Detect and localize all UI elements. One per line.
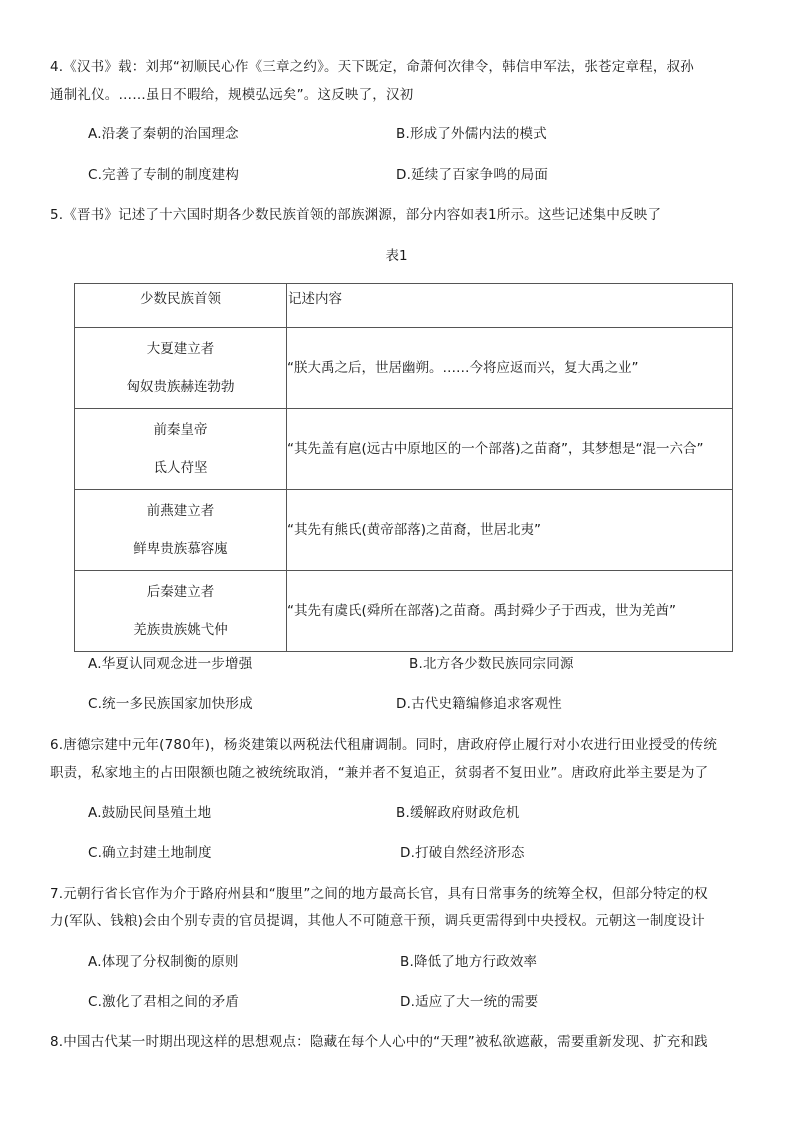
q6-option-d[interactable]: D.打破自然经济形态 [400, 845, 525, 861]
leader-cell [75, 328, 287, 409]
leader-title: 前秦皇帝 [153, 422, 208, 438]
q7-stem-line-2: 力(军队、钱粮)会由个别专责的官员提调，其他人不可随意干预，调兵更需得到中央授权。元朝这一制度设计 [50, 913, 705, 929]
table-row [75, 328, 733, 409]
table-header-leader: 少数民族首领 [75, 284, 287, 328]
q5-option-b[interactable]: B.北方各少数民族同宗同源 [409, 656, 574, 672]
q6-stem-line-2: 职责，私家地主的占田限额也随之被统统取消，“兼并者不复追正，贫弱者不复田业”。唐政府此举主要是为了 [50, 765, 709, 781]
q4-option-d[interactable]: D.延续了百家争鸣的局面 [396, 167, 549, 183]
q4-option-a[interactable]: A.沿袭了秦朝的治国理念 [88, 126, 239, 142]
q8-stem-line-1: 8.中国古代某一时期出现这样的思想观点：隐藏在每个人心中的“天理”被私欲遮蔽，需要重新发现、扩充和践 [50, 1034, 708, 1050]
leader-name: 鲜卑贵族慕容廆 [133, 541, 228, 557]
q5-option-d[interactable]: D.古代史籍编修追求客观性 [396, 696, 562, 712]
q7-stem-line-1: 7.元朝行省长官作为介于路府州县和“腹里”之间的地方最高长官，具有日常事务的统筹全权，但部分特定的权 [50, 886, 708, 902]
q4-option-c[interactable]: C.完善了专制的制度建构 [88, 167, 240, 183]
q7-option-c[interactable]: C.激化了君相之间的矛盾 [88, 994, 240, 1010]
q4-option-b[interactable]: B.形成了外儒内法的模式 [396, 126, 547, 142]
leader-name: 羌族贵族姚弋仲 [133, 622, 228, 638]
q6-stem-line-1: 6.唐德宗建中元年(780年)，杨炎建策以两税法代租庸调制。同时，唐政府停止履行对小农进行田业授受的传统 [50, 737, 718, 753]
content-cell: “其先有虞氏(舜所在部落)之苗裔。禹封舜少子于西戎，世为羌酋” [287, 571, 733, 652]
leader-title: 前燕建立者 [146, 503, 215, 519]
leader-name: 匈奴贵族赫连勃勃 [126, 379, 235, 395]
q4-stem-line-1: 4.《汉书》载：刘邦“初顺民心作《三章之约》。天下既定，命萧何次律令，韩信申军法，张苍定章程，叔孙 [50, 59, 694, 75]
leaders-table [74, 283, 733, 652]
q7-option-d[interactable]: D.适应了大一统的需要 [400, 994, 539, 1010]
content-cell: “其先有熊氏(黄帝部落)之苗裔，世居北夷” [287, 490, 733, 571]
q5-option-a[interactable]: A.华夏认同观念进一步增强 [88, 656, 253, 672]
q6-option-a[interactable]: A.鼓励民间垦殖土地 [88, 805, 212, 821]
q6-option-b[interactable]: B.缓解政府财政危机 [396, 805, 520, 821]
content-cell: “其先盖有扈(远古中原地区的一个部落)之苗裔”，其梦想是“混一六合” [287, 409, 733, 490]
table-header-row [75, 284, 733, 328]
leader-title: 大夏建立者 [146, 341, 215, 357]
q5-stem-line-1: 5.《晋书》记述了十六国时期各少数民族首领的部族渊源，部分内容如表1所示。这些记述集中反映了 [50, 207, 662, 223]
leader-cell [75, 409, 287, 490]
leader-cell [75, 490, 287, 571]
table-row [75, 490, 733, 571]
leader-name: 氐人苻坚 [153, 460, 208, 476]
table-caption: 表1 [385, 248, 408, 264]
q7-option-a[interactable]: A.体现了分权制衡的原则 [88, 954, 239, 970]
content-cell: “朕大禹之后，世居幽朔。……今将应返而兴，复大禹之业” [287, 328, 733, 409]
table-header-content: 记述内容 [287, 284, 733, 328]
q5-option-c[interactable]: C.统一多民族国家加快形成 [88, 696, 253, 712]
table-row [75, 409, 733, 490]
table-row [75, 571, 733, 652]
q7-option-b[interactable]: B.降低了地方行政效率 [400, 954, 538, 970]
leader-title: 后秦建立者 [146, 584, 215, 600]
leader-cell [75, 571, 287, 652]
q6-option-c[interactable]: C.确立封建土地制度 [88, 845, 212, 861]
q4-stem-line-2: 通制礼仪。……虽日不暇给，规模弘远矣”。这反映了，汉初 [50, 87, 414, 103]
